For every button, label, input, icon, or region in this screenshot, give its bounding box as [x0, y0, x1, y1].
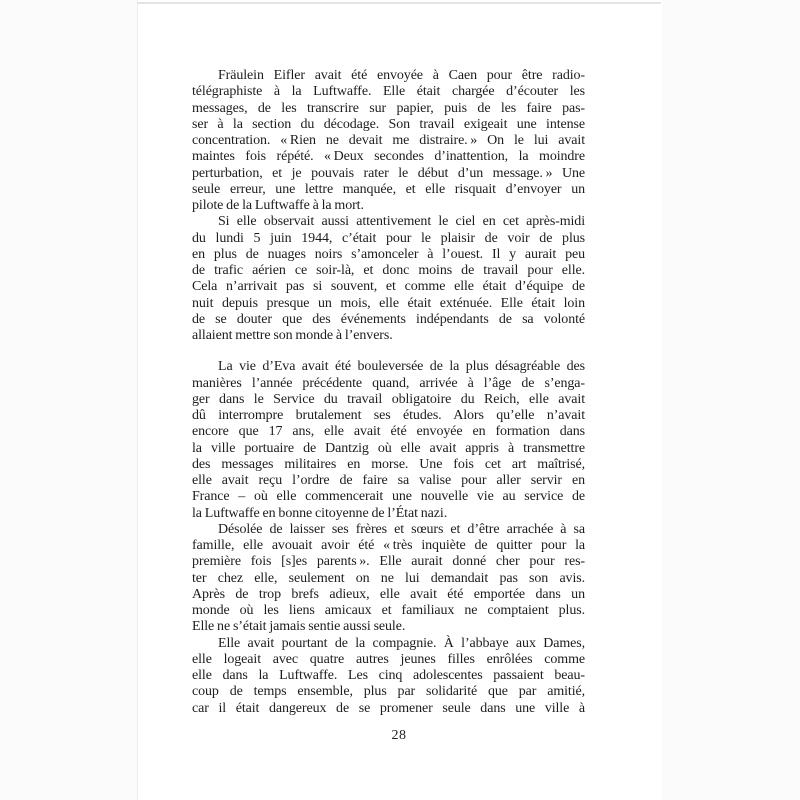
text-line: La vie d’Eva avait été bouleversée de la plus désagréable des — [218, 359, 585, 375]
text-line: allaient mettre son monde à l’envers. — [192, 328, 393, 343]
page-number: 28 — [391, 728, 407, 743]
text-line: Après de trop brefs adieux, elle avait été emportée dans un — [192, 586, 585, 602]
text-line: elle avait reçu l’ordre de faire sa valise pour aller servir en — [192, 473, 585, 488]
paragraph — [192, 68, 585, 214]
text-line: ser à la section du décodage. Son travail exigeait une intense — [192, 116, 585, 132]
text-line: Cela n’arrivait pas si souvent, et comme elle était d’équipe de — [192, 279, 585, 295]
text-line: pilote de la Luftwaffe à la mort. — [192, 198, 364, 213]
text-line: elle logeait avec quatre autres jeunes filles enrôlées comme — [192, 651, 585, 667]
page-top-edge — [137, 2, 661, 4]
text-line: de se douter que des événements indépendants de sa volonté — [192, 311, 585, 327]
text-line: encore que 17 ans, elle avait été envoyée en formation dans — [192, 424, 585, 440]
text-line: nuit depuis presque un mois, elle était exténuée. Elle était loin — [192, 295, 585, 311]
paragraph — [192, 359, 585, 522]
text-line: concentration. « Rien ne devait me distraire. » On le lui avait — [192, 133, 585, 148]
text-line: Elle avait pourtant de la compagnie. À l’abbaye aux Dames, — [218, 635, 585, 651]
text-line: France – où elle commencerait une nouvelle vie au service de — [192, 489, 585, 505]
text-line: première fois [s]es parents ». Elle aurait donné cher pour res- — [192, 554, 585, 570]
text-line: de trafic aérien ce soir-là, et donc moins de travail pour elle. — [192, 263, 585, 278]
text-line: manières l’année précédente quand, arrivée à l’âge de s’enga- — [192, 375, 585, 391]
text-line: seule erreur, une lettre manquée, et elle risquait d’envoyer un — [192, 181, 585, 197]
text-line: perturbation, et je pouvais rater le début d’un message. » Une — [192, 165, 585, 181]
text-line: ter chez elle, seulement on ne lui demandait pas son avis. — [192, 570, 585, 586]
text-line: Fräulein Eifler avait été envoyée à Caen pour être radio- — [218, 68, 585, 83]
text-line: messages, de les transcrire sur papier, puis de les faire pas- — [192, 100, 585, 116]
text-line: la ville portuaire de Dantzig où elle avait appris à transmettre — [192, 440, 585, 456]
text-line: maintes fois répété. « Deux secondes d’inattention, la moindre — [192, 149, 585, 165]
text-line: coup de temps ensemble, plus par solidarité que par amitié, — [192, 684, 585, 700]
text-line: dû interrompre brutalement ses études. Alors qu’elle n’avait — [192, 408, 585, 423]
text-line: monde où les liens amicaux et familiaux ne comptaient plus. — [192, 603, 585, 618]
paragraph — [192, 636, 585, 717]
text-line: car il était dangereux de se promener seule dans une ville à — [192, 700, 585, 716]
text-line: famille, elle avouait avoir été « très inquiète de quitter pour la — [192, 538, 585, 553]
folio — [137, 728, 661, 744]
text-line: télégraphiste à la Luftwaffe. Elle était chargée d’écouter les — [192, 84, 585, 100]
text-line: du lundi 5 juin 1944, c’était pour le plaisir de voir de plus — [192, 230, 585, 246]
text-line: Elle ne s’était jamais sentie aussi seule. — [192, 619, 406, 635]
text-line: des messages militaires en morse. Une fois cet art maîtrisé, — [192, 456, 585, 472]
text-line: Désolée de laisser ses frères et sœurs et d’être arrachée à sa — [218, 521, 585, 537]
paragraph — [192, 522, 585, 636]
text-line: en plus de nuages noirs s’amonceler à l’ouest. Il y aurait peu — [192, 246, 585, 262]
text-block — [192, 68, 585, 717]
text-line: elle dans la Luftwaffe. Les cinq adolescentes passaient beau- — [192, 668, 585, 683]
text-line: ger dans le Service du travail obligatoire du Reich, elle avait — [192, 391, 585, 407]
paragraph — [192, 214, 585, 344]
text-line: Si elle observait aussi attentivement le ciel en cet après-midi — [218, 214, 585, 230]
text-line: la Luftwaffe en bonne citoyenne de l’État nazi. — [192, 505, 448, 521]
